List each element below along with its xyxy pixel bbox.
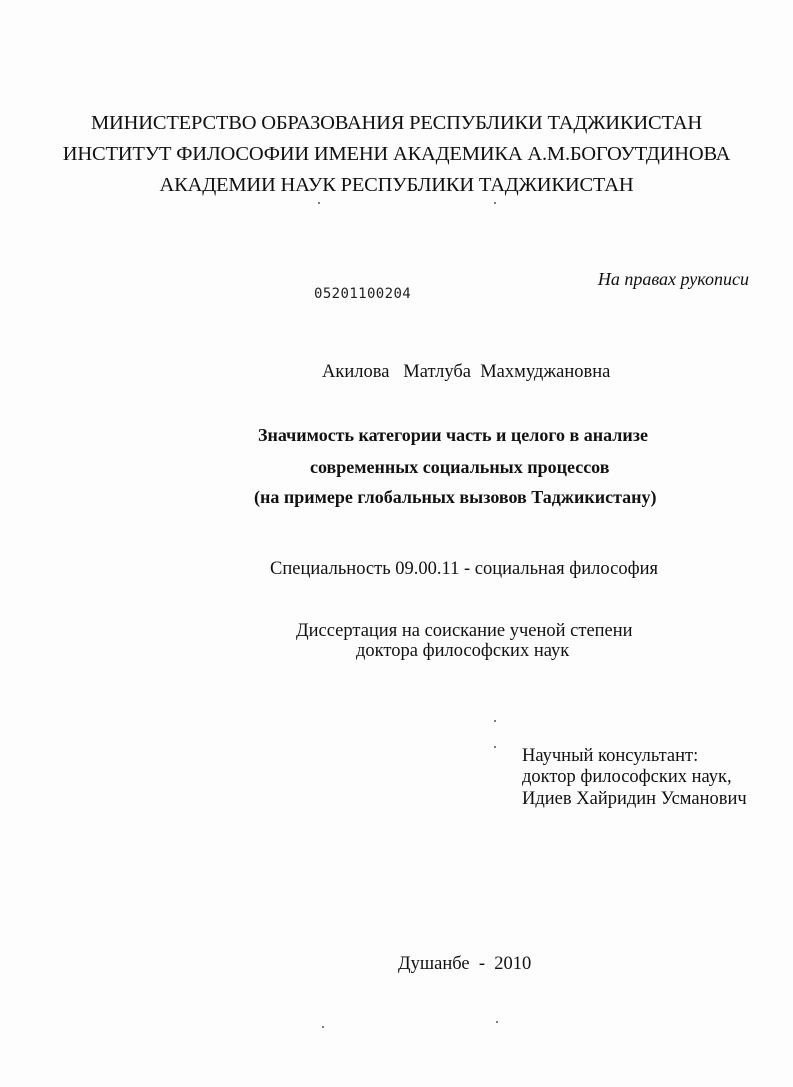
title-line-3: (на примере глобальных вызовов Таджикистану) bbox=[254, 487, 657, 507]
author-name: Акилова Матлуба Махмуджановна bbox=[322, 362, 611, 382]
scan-speck bbox=[496, 1021, 498, 1023]
advisor-label: Научный консультант: bbox=[522, 746, 699, 766]
catalog-code: 05201100204 bbox=[314, 286, 412, 302]
scan-speck bbox=[318, 202, 320, 204]
advisor-degree: доктор философских наук, bbox=[522, 767, 732, 787]
rights-note: На правах рукописи bbox=[597, 269, 749, 289]
title-line-2: современных социальных процессов bbox=[310, 457, 610, 477]
institute-heading: ИНСТИТУТ ФИЛОСОФИИ ИМЕНИ АКАДЕМИКА А.М.БОГОУТДИНОВА bbox=[62, 143, 731, 165]
dissertation-line-2: доктора философских наук bbox=[356, 641, 570, 661]
place-year: Душанбе - 2010 bbox=[398, 954, 532, 974]
specialty: Специальность 09.00.11 - социальная философия bbox=[270, 559, 658, 579]
scan-speck bbox=[322, 1026, 324, 1028]
ministry-heading: МИНИСТЕРСТВО ОБРАЗОВАНИЯ РЕСПУБЛИКИ ТАДЖИКИСТАН bbox=[91, 112, 702, 134]
academy-heading: АКАДЕМИИ НАУК РЕСПУБЛИКИ ТАДЖИКИСТАН bbox=[159, 174, 634, 196]
scan-speck bbox=[494, 720, 496, 722]
dissertation-line-1: Диссертация на соискание ученой степени bbox=[296, 621, 633, 641]
title-line-1: Значимость категории часть и целого в анализе bbox=[258, 425, 648, 445]
advisor-name: Идиев Хайридин Усманович bbox=[522, 789, 747, 809]
scan-speck bbox=[494, 746, 496, 748]
scan-speck bbox=[494, 202, 496, 204]
